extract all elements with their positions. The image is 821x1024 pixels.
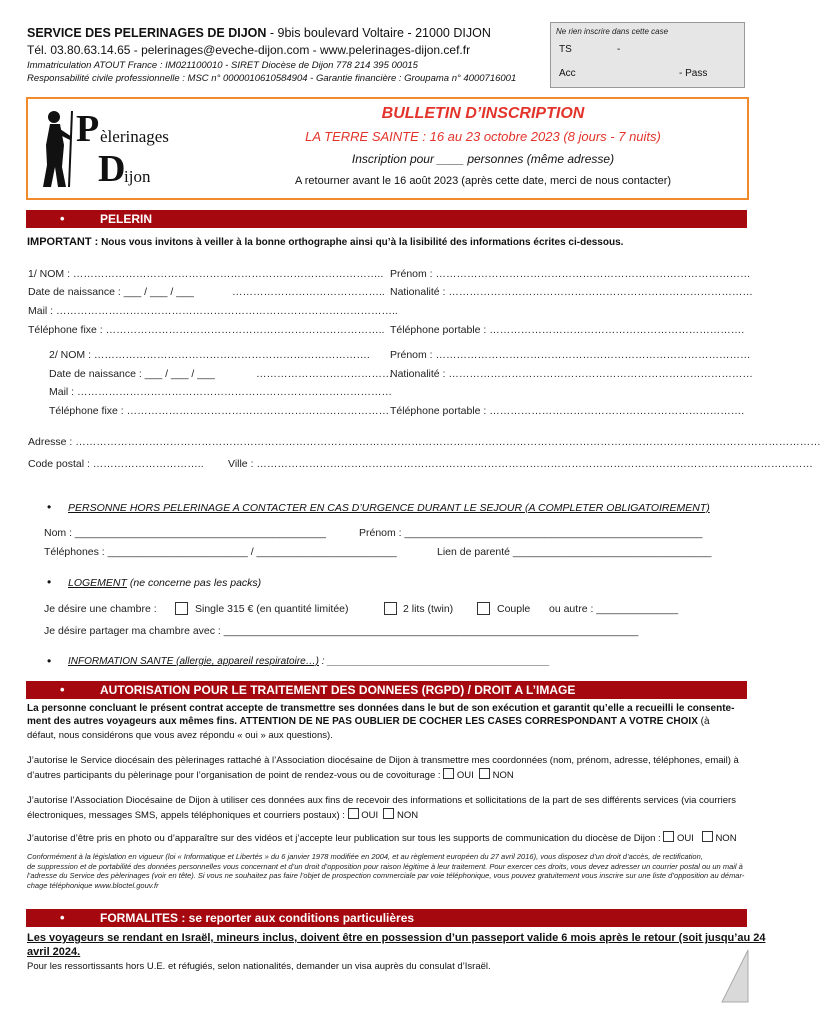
bullet-icon: • (47, 500, 52, 514)
section-bar-rgpd (26, 681, 747, 699)
tel-fixe-1-field[interactable]: Téléphone fixe : …………………………………………………………………….. (28, 324, 385, 336)
single-label: Single 315 € (en quantité limitée) (195, 603, 349, 615)
rgpd-p1-b: d’autres participants du pèlerinage pour l’organisation de point de rendez-vous ou de covoiturage : (27, 770, 441, 781)
rgpd-p1-a: J’autorise le Service diocésain des pèlerinages rattaché à l’Association diocésaine de Dijon à transmettre mes coordonnées (nom, prénom, adresse, téléphones, email) à (27, 755, 739, 766)
sante-field[interactable]: : ________________________________________ (319, 656, 550, 667)
adresse-field[interactable]: Adresse : …………………………………………………………………………………………………………………………………………………………………………………………… (28, 436, 821, 448)
logo-letter-d: D (98, 148, 126, 190)
partager-field[interactable]: Je désire partager ma chambre avec : _______________________________________________________________________ (44, 625, 639, 637)
tel-portable-2-field[interactable]: Téléphone portable : ………………………………………………………………. (390, 405, 745, 417)
mail-2-field[interactable]: Mail : ……………………………………………………………………………… (49, 386, 393, 398)
sante-title: INFORMATION SANTE (allergie, appareil respiratoire…) (68, 656, 319, 667)
org-contact: Tél. 03.80.63.14.65 - pelerinages@eveche-dijon.com - www.pelerinages-dijon.cef.fr (27, 43, 471, 57)
logo-letter-p: P (76, 108, 100, 150)
urgence-nom-field[interactable]: Nom : ___________________________________________ (44, 527, 327, 539)
prenom-2-field[interactable]: Prénom : ……………………………………………………………………………… (390, 349, 751, 361)
chambre-label: Je désire une chambre : (44, 603, 157, 615)
rgpd-legal-4: chage téléphonique www.bloctel.gouv.fr (27, 880, 159, 890)
dob-2-extra: ………………………………… (256, 368, 393, 380)
section-title: AUTORISATION POUR LE TRAITEMENT DES DONNEES (RGPD) / DROIT A L’IMAGE (100, 683, 576, 697)
rgpd-p3-line (27, 831, 737, 845)
tel-portable-1-field[interactable]: Téléphone portable : ………………………………………………………………. (390, 324, 745, 336)
non-label: NON (715, 833, 737, 844)
section-title: FORMALITES : se reporter aux conditions particulières (100, 911, 415, 925)
p2-oui-checkbox[interactable] (348, 808, 359, 819)
bullet-icon: • (60, 910, 65, 925)
oui-label: OUI (456, 770, 474, 781)
single-checkbox[interactable] (175, 602, 188, 615)
p2-non-checkbox[interactable] (383, 808, 394, 819)
nom-2-field[interactable]: 2/ NOM : ……………………………………………………………………. (49, 349, 370, 361)
twin-checkbox[interactable] (384, 602, 397, 615)
oui-label: OUI (361, 810, 379, 821)
rgpd-p2-line (27, 808, 418, 822)
logement-note: (ne concerne pas les packs) (126, 577, 262, 589)
nationalite-1-field[interactable]: Nationalité : …………………………………………………………………………… (390, 286, 753, 298)
nom-1-field[interactable]: 1/ NOM : …………………………………………………………………………….. (28, 268, 384, 280)
formalites-bold-2: avril 2024. (27, 946, 81, 958)
rgpd-bold-2: ment des autres voyageurs aux mêmes fins. ATTENTION DE NE PAS OUBLIER DE COCHER LES CASES CORRESPONDANT A VOTRE CHOIX (27, 716, 698, 727)
logo-line-1: èlerinages (100, 127, 169, 146)
p3-oui-checkbox[interactable] (663, 831, 674, 842)
nationalite-2-field[interactable]: Nationalité : …………………………………………………………………………… (390, 368, 753, 380)
admin-pass: - Pass (679, 68, 708, 79)
pilgrim-logo-icon (36, 107, 76, 189)
section-bar-formalites (26, 909, 747, 927)
rgpd-p1-line (27, 768, 514, 782)
dob-1-field[interactable]: Date de naissance : ___ / ___ / ___ (28, 286, 194, 298)
section-title: PELERIN (100, 212, 153, 226)
p3-non-checkbox[interactable] (702, 831, 713, 842)
bulletin-box (26, 97, 749, 200)
code-postal-field[interactable]: Code postal : ………………………….. (28, 458, 204, 470)
formalites-bold-1: Les voyageurs se rendant en Israël, mineurs inclus, doivent être en possession d’un passeport valide 6 mois après le retour (soit jusqu’au 24 (27, 932, 766, 944)
logement-title: LOGEMENT (68, 577, 127, 589)
couple-label: Couple (497, 603, 531, 615)
logo (36, 105, 211, 191)
p1-non-checkbox[interactable] (479, 768, 490, 779)
admin-box (550, 22, 745, 88)
bulletin-title: BULLETIN D’INSCRIPTION (381, 105, 585, 122)
legal-line-1: Immatriculation ATOUT France : IM021100010 - SIRET Diocèse de Dijon 778 214 395 00015 (27, 60, 418, 71)
org-address: - 9bis boulevard Voltaire - 21000 DIJON (266, 26, 491, 40)
mail-1-field[interactable]: Mail : …………………………………………………………………………………….. (28, 305, 398, 317)
sante-line (68, 656, 550, 667)
urgence-title: PERSONNE HORS PELERINAGE A CONTACTER EN CAS D’URGENCE DURANT LE SEJOUR (A COMPLETER OBLIGATOIREMENT) (68, 502, 710, 514)
autre-field[interactable]: ou autre : ______________ (549, 603, 679, 615)
important-note (27, 236, 623, 248)
couple-checkbox[interactable] (477, 602, 490, 615)
rgpd-bold-2-line (27, 716, 710, 728)
rgpd-legal-2: de suppression et de portabilité des données personnelles vous concernant et d’un droit d’opposition pour raison légitime à leur traitement. Pour exercer ces droits, vous devez adresser un courrier postal ou un mail à (27, 861, 743, 871)
logement-heading (68, 577, 261, 589)
tel-fixe-2-field[interactable]: Téléphone fixe : ………………………………………………………………… (49, 405, 390, 417)
urgence-tel-field[interactable]: Téléphones : ________________________ / ________________________ (44, 546, 397, 558)
bullet-icon: • (60, 211, 65, 226)
rgpd-legal-1: Conformément à la législation en vigueur (loi « Informatique et Libertés » du 6 janvier 1978 modifiée en 2004, et au règlement européen du 27 avril 2016), vous disposez d’un droit d’accès, de rectification, (27, 852, 703, 861)
trip-title: LA TERRE SAINTE : 16 au 23 octobre 2023 (8 jours - 7 nuits) (305, 129, 661, 144)
bullet-icon: • (47, 654, 52, 668)
important-lead: IMPORTANT : (27, 236, 99, 248)
non-label: NON (492, 770, 514, 781)
admin-dash: - (617, 44, 621, 55)
logo-line-2: ijon (124, 167, 151, 186)
return-deadline: A retourner avant le 16 août 2023 (après cette date, merci de nous contacter) (294, 175, 672, 187)
bullet-icon: • (47, 575, 52, 589)
dob-1-extra: …………………………………….. (232, 286, 385, 298)
admin-acc: Acc (559, 68, 576, 79)
twin-label: 2 lits (twin) (403, 603, 454, 615)
section-bar-pelerin (26, 210, 747, 228)
formalites-text: Pour les ressortissants hors U.E. et réfugiés, selon nationalités, demander un visa auprès du consulat d’Israël. (27, 961, 491, 972)
ville-field[interactable]: Ville : …………………………………………………………………………………………………………………………………………… (228, 458, 813, 470)
org-name: SERVICE DES PELERINAGES DE DIJON (27, 26, 267, 40)
inscription-count: Inscription pour ____ personnes (même adresse) (351, 152, 615, 166)
admin-ts: TS (559, 44, 572, 55)
bullet-icon: • (60, 682, 65, 697)
urgence-prenom-field[interactable]: Prénom : ___________________________________________________ (359, 527, 703, 539)
non-label: NON (397, 810, 419, 821)
rgpd-bold-1: La personne concluant le présent contrat accepte de transmettre ses données dans le but de son exécution et garantit qu’elle a recueilli le consente- (27, 703, 735, 714)
prenom-1-field[interactable]: Prénom : ……………………………………………………………………………… (390, 268, 751, 280)
rgpd-p2-b: électroniques, messages SMS, appels téléphoniques et courriers postaux) : (27, 810, 345, 821)
rgpd-p2-a: J’autorise l’Association Diocésaine de Dijon à utiliser ces données aux fins de recevoir des informations et sollicitations de la part de ses différents services (via courriers (27, 795, 736, 806)
rgpd-bold-3: défaut, nous considérons que vous avez répondu « oui » aux questions). (27, 730, 333, 741)
rgpd-bold-2-rest: (à (697, 716, 710, 727)
urgence-lien-field[interactable]: Lien de parenté __________________________________ (437, 546, 712, 558)
rgpd-p3: J’autorise d’être pris en photo ou d’apparaître sur des vidéos et j’accepte leur publication sur tous les supports de communication du diocèse de Dijon : (27, 833, 661, 844)
important-text: Nous vous invitons à veiller à la bonne orthographe ainsi qu’à la lisibilité des informations écrites ci-dessous. (98, 237, 624, 248)
rgpd-legal-3: l’adresse du Service des pèlerinages (voir en tête). Si vous ne souhaitez pas faire l’objet de prospection commerciale par voie téléphonique, vous pouvez gratuitement vous inscrire sur une liste d’opposition au démar- (27, 871, 745, 880)
admin-note: Ne rien inscrire dans cette case (556, 27, 669, 36)
org-header (27, 26, 491, 40)
rgpd-legal (27, 852, 747, 890)
legal-line-2: Responsabilité civile professionnelle : MSC n° 0000010610584904 - Garantie financière : Groupama n° 4000716001 (27, 73, 517, 84)
p1-oui-checkbox[interactable] (443, 768, 454, 779)
page-curl-icon (722, 950, 748, 1002)
oui-label: OUI (676, 833, 694, 844)
dob-2-field[interactable]: Date de naissance : ___ / ___ / ___ (49, 368, 215, 380)
